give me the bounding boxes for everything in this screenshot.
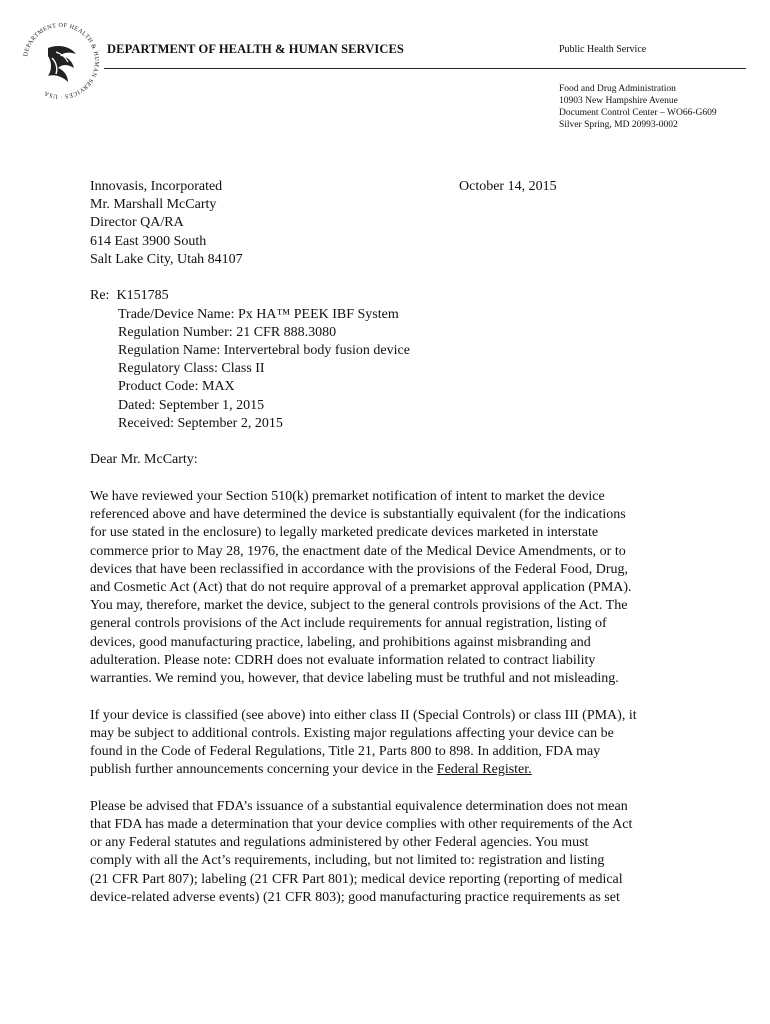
recipient-line: Director QA/RA	[90, 215, 184, 231]
paragraph-3	[90, 798, 690, 907]
paragraph-line: We have reviewed your Section 510(k) premarket notification of intent to market the device	[90, 489, 605, 505]
public-health-service-label: Public Health Service	[559, 44, 647, 55]
reference-detail: Trade/Device Name: Px HA™ PEEK IBF System	[118, 306, 399, 322]
k-number: K151785	[116, 288, 169, 304]
recipient-line: 614 East 3900 South	[90, 233, 207, 249]
paragraph-line: Please be advised that FDA’s issuance of a substantial equivalence determination does not mean	[90, 798, 628, 814]
paragraph-line: devices that have been reclassified in accordance with the provisions of the Federal Food, Drug,	[90, 561, 629, 577]
reference-detail: Product Code: MAX	[118, 379, 235, 395]
paragraph-line: general controls provisions of the Act include requirements for annual registration, listing of	[90, 616, 607, 632]
paragraph-line: or any Federal statutes and regulations administered by other Federal agencies. You must	[90, 835, 589, 851]
reference-number	[90, 287, 690, 305]
re-label: Re:	[90, 288, 110, 304]
reference-detail: Regulatory Class: Class II	[118, 361, 265, 377]
agency-address	[559, 83, 717, 131]
paragraph-line: referenced above and have determined the device is substantially equivalent (for the indications	[90, 507, 626, 523]
agency-address-line: 10903 New Hampshire Avenue	[559, 96, 678, 106]
paragraph-line: may be subject to additional controls. Existing major regulations affecting your device can be	[90, 725, 614, 741]
reference-block	[90, 287, 690, 433]
paragraph-line: device-related adverse events) (21 CFR 803); good manufacturing practice requirements as set	[90, 889, 620, 905]
paragraph-line: warranties. We remind you, however, that device labeling must be truthful and not misleading.	[90, 671, 619, 687]
paragraph-line: and Cosmetic Act (Act) that do not require approval of a premarket approval application (PMA).	[90, 580, 632, 596]
recipient-address	[90, 178, 690, 269]
agency-address-line: Document Control Center – WO66-G609	[559, 108, 717, 118]
svg-text:DEPARTMENT OF HEALTH & HUMAN S: DEPARTMENT OF HEALTH & HUMAN SERVICES · USA	[22, 21, 101, 101]
paragraph-line: devices, good manufacturing practice, labeling, and prohibitions against misbranding and	[90, 634, 591, 650]
recipient-line: Innovasis, Incorporated	[90, 179, 223, 194]
paragraph-line: (21 CFR Part 807); labeling (21 CFR Part 801); medical device reporting (reporting of medical	[90, 871, 623, 887]
letter-date: October 14, 2015	[459, 179, 557, 194]
salutation: Dear Mr. McCarty:	[90, 452, 198, 468]
paragraph-line: adulteration. Please note: CDRH does not evaluate information related to contract liability	[90, 652, 596, 668]
federal-register-link[interactable]: Federal Register.	[436, 762, 532, 778]
paragraph-1	[90, 488, 690, 688]
paragraph-line	[90, 761, 690, 779]
paragraph-line: If your device is classified (see above) into either class II (Special Controls) or class III (PMA), it	[90, 707, 637, 723]
paragraph-line: comply with all the Act’s requirements, including, but not limited to: registration and listing	[90, 853, 605, 869]
reference-detail: Dated: September 1, 2015	[118, 397, 265, 413]
recipient-line: Salt Lake City, Utah 84107	[90, 251, 243, 267]
agency-address-line: Food and Drug Administration	[559, 84, 676, 94]
reference-detail: Regulation Number: 21 CFR 888.3080	[118, 324, 337, 340]
paragraph-line: that FDA has made a determination that your device complies with other requirements of the Act	[90, 817, 633, 833]
department-title: DEPARTMENT OF HEALTH & HUMAN SERVICES	[107, 42, 404, 56]
header-divider	[104, 68, 746, 69]
reference-detail: Regulation Name: Intervertebral body fusion device	[118, 343, 410, 359]
paragraph-line: found in the Code of Federal Regulations, Title 21, Parts 800 to 898. In addition, FDA may	[90, 744, 601, 760]
letter-body	[90, 178, 690, 925]
paragraph-2	[90, 707, 690, 780]
reference-detail: Received: September 2, 2015	[118, 415, 283, 431]
paragraph-text: publish further announcements concerning your device in the	[90, 762, 437, 778]
paragraph-line: for use stated in the enclosure) to legally marketed predicate devices marketed in interstate	[90, 525, 599, 541]
paragraph-line: You may, therefore, market the device, subject to the general controls provisions of the Act. The	[90, 598, 628, 614]
agency-address-line: Silver Spring, MD 20993-0002	[559, 120, 678, 130]
paragraph-line: commerce prior to May 28, 1976, the enactment date of the Medical Device Amendments, or to	[90, 543, 626, 559]
recipient-line: Mr. Marshall McCarty	[90, 197, 217, 213]
hhs-seal-logo	[18, 18, 104, 104]
